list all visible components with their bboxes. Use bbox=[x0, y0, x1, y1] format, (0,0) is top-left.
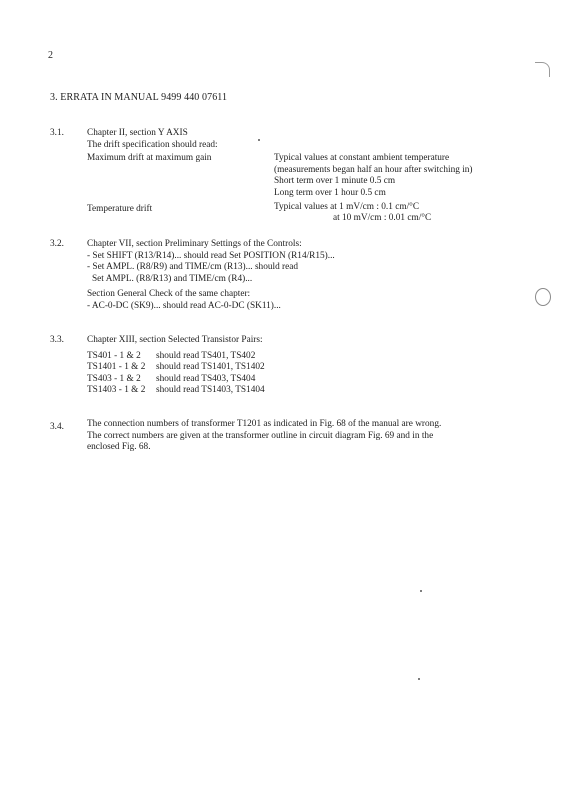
max-drift-value-1: Typical values at constant ambient temperature bbox=[274, 153, 450, 163]
item-3-1-header bbox=[87, 128, 218, 151]
transistor-pair-row bbox=[87, 374, 265, 386]
max-drift-value-3: Short term over 1 minute 0.5 cm bbox=[274, 176, 396, 186]
max-drift-label: Maximum drift at maximum gain bbox=[87, 153, 212, 163]
item-3-2-line-2: - Set SHIFT (R13/R14)... should read Set POSITION (R14/R15)... bbox=[87, 250, 335, 261]
item-3-2-line-6: - AC-0-DC (SK9)... should read AC-0-DC (SK11)... bbox=[87, 300, 281, 311]
scan-mark bbox=[535, 62, 550, 77]
item-3-1-intro: The drift specification should read: bbox=[87, 139, 218, 150]
item-3-3-text bbox=[87, 335, 265, 397]
transistor-pair-old: TS1401 - 1 & 2 bbox=[87, 362, 146, 372]
transistor-pair-new: should read TS1401, TS1402 bbox=[156, 362, 265, 372]
item-number-3-3: 3.3. bbox=[50, 335, 64, 345]
max-drift-value-2: (measurements began half an hour after switching in) bbox=[274, 164, 473, 175]
transistor-pair-old: TS401 - 1 & 2 bbox=[87, 350, 141, 361]
transistor-pair-old: TS1403 - 1 & 2 bbox=[87, 385, 146, 395]
item-3-2-line-5: Section General Check of the same chapter: bbox=[87, 289, 251, 299]
item-3-1-title: Chapter II, section Y AXIS bbox=[87, 128, 188, 138]
item-3-2-line-1: Chapter VII, section Preliminary Settings of the Controls: bbox=[87, 239, 302, 249]
item-3-3-title: Chapter XIII, section Selected Transistor Pairs: bbox=[87, 335, 263, 345]
temperature-drift-value-1: Typical values at 1 mV/cm : 0.1 cm/°C bbox=[274, 202, 420, 212]
item-number-3-4: 3.4. bbox=[50, 422, 64, 432]
transistor-pair-row bbox=[87, 351, 265, 363]
temperature-drift-value-2: at 10 mV/cm : 0.01 cm/°C bbox=[333, 213, 432, 223]
item-number-3-2: 3.2. bbox=[50, 239, 64, 249]
item-3-2-text bbox=[87, 239, 335, 312]
item-3-2-line-3: - Set AMPL. (R8/R9) and TIME/cm (R13)... should read bbox=[87, 262, 299, 272]
page-number: 2 bbox=[48, 50, 53, 61]
transistor-pair-row bbox=[87, 385, 265, 397]
punch-hole bbox=[535, 288, 551, 306]
item-3-4-text bbox=[87, 419, 441, 454]
speck bbox=[418, 678, 420, 680]
speck bbox=[420, 590, 422, 592]
transistor-pair-old: TS403 - 1 & 2 bbox=[87, 373, 141, 384]
speck bbox=[258, 139, 260, 141]
transistor-pair-new: should read TS1403, TS1404 bbox=[156, 385, 265, 395]
transistor-pair-new: should read TS403, TS404 bbox=[156, 373, 256, 384]
section-heading: 3. ERRATA IN MANUAL 9499 440 07611 bbox=[50, 92, 228, 103]
item-3-4-line-2: The correct numbers are given at the transformer outline in circuit diagram Fig. 69 and in the bbox=[87, 430, 434, 441]
item-number-3-1: 3.1. bbox=[50, 128, 64, 138]
max-drift-value-4: Long term over 1 hour 0.5 cm bbox=[274, 187, 386, 198]
temperature-drift-label: Temperature drift bbox=[87, 204, 153, 214]
item-3-4-line-3: enclosed Fig. 68. bbox=[87, 442, 151, 452]
transistor-pair-row bbox=[87, 362, 265, 374]
transistor-pair-new: should read TS401, TS402 bbox=[156, 350, 256, 361]
max-drift-values bbox=[274, 153, 473, 199]
item-3-2-line-4: Set AMPL. (R8/R13) and TIME/cm (R4)... bbox=[92, 273, 253, 284]
item-3-4-line-1: The connection numbers of transformer T1201 as indicated in Fig. 68 of the manual are wrong. bbox=[87, 419, 442, 429]
